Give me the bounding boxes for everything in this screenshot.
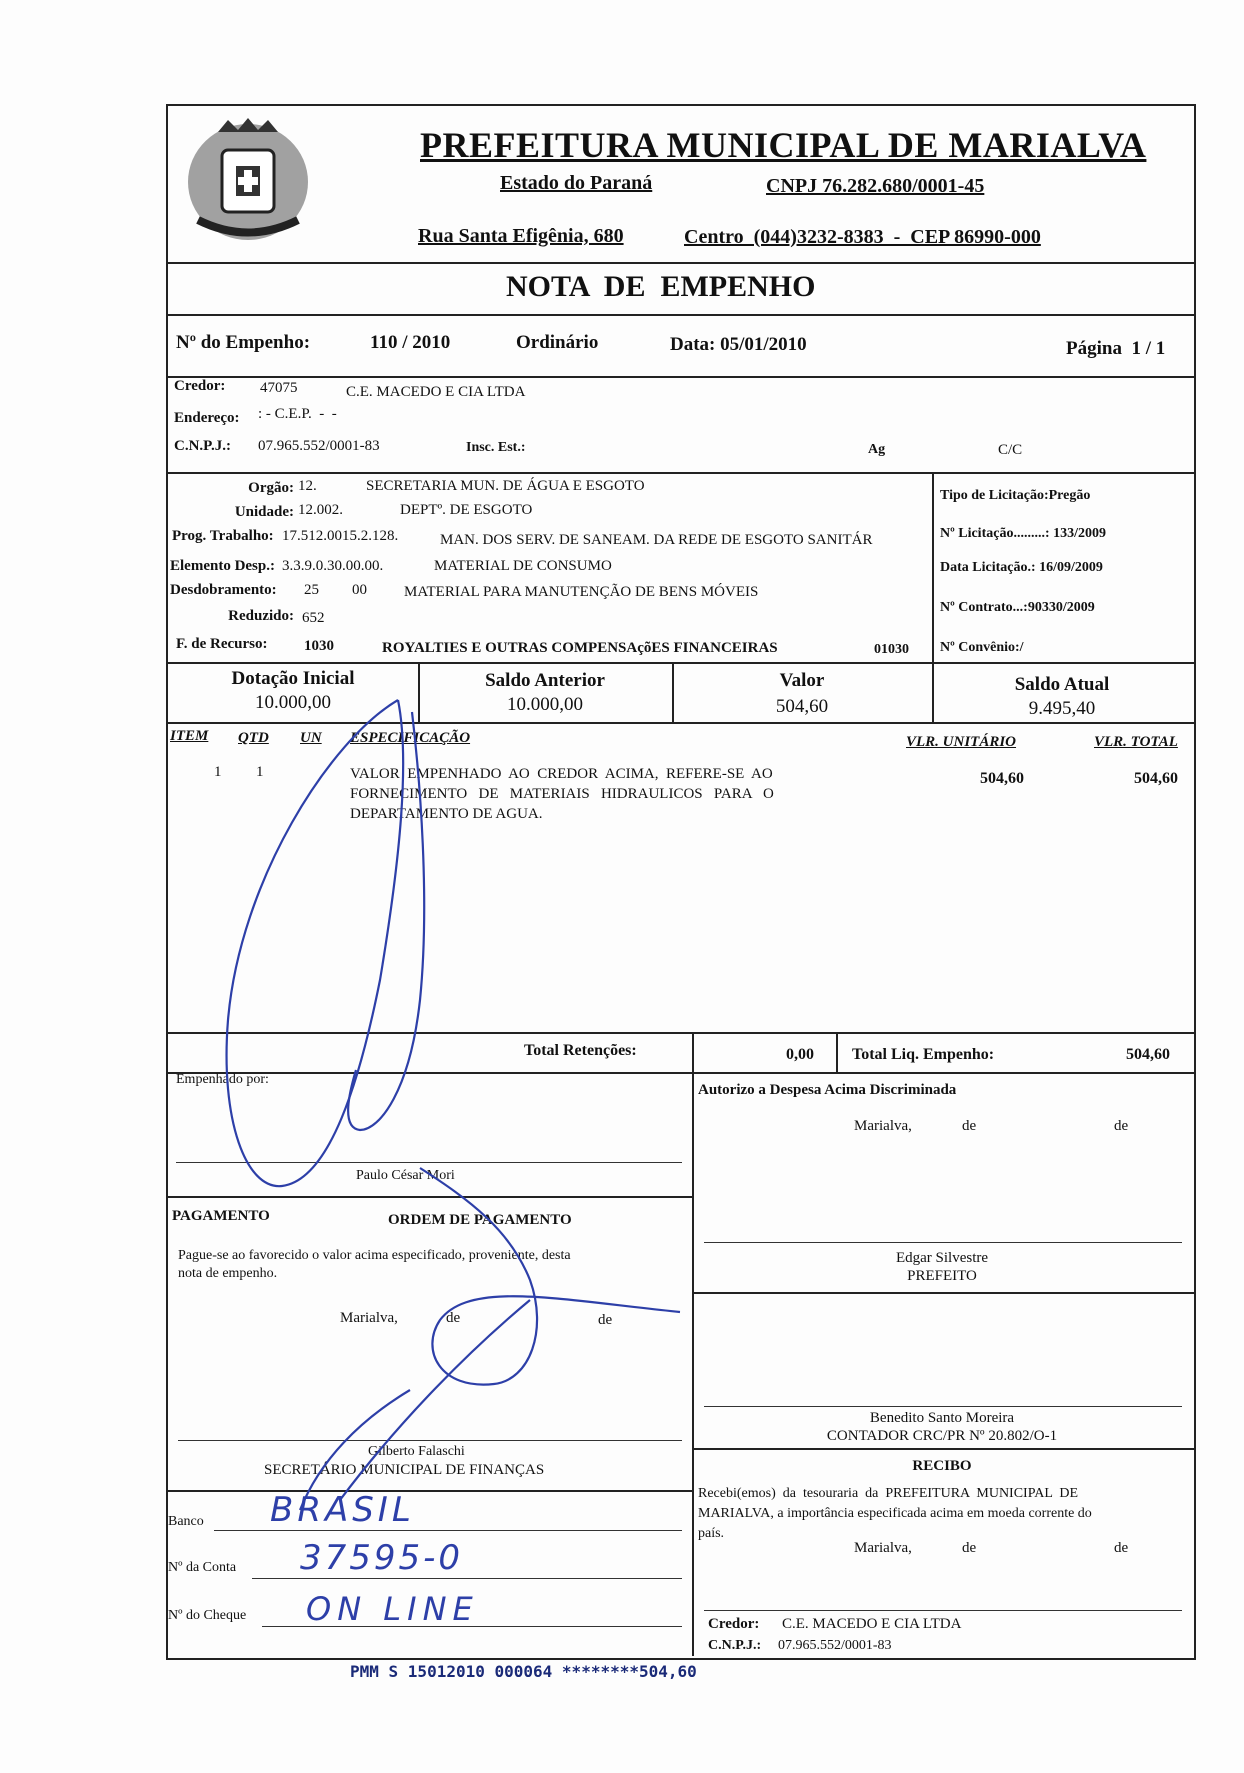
cnpj-value: 07.965.552/0001-83: [258, 438, 380, 454]
header-title: PREFEITURA MUNICIPAL DE MARIALVA: [420, 125, 1147, 165]
recibo-de2: de: [1114, 1540, 1129, 1556]
header-contact: Centro (044)3232-8383 - CEP 86990-000: [684, 226, 1041, 248]
orgao-desc: SECRETARIA MUN. DE ÁGUA E ESGOTO: [366, 478, 645, 494]
prog-label: Prog. Trabalho:: [172, 528, 274, 544]
licitacao-convenio: Nº Convênio:/: [940, 640, 1024, 655]
licitacao-contrato: Nº Contrato...:90330/2009: [940, 600, 1095, 615]
conta-label: Nº da Conta: [168, 1560, 237, 1575]
pagamento-label: PAGAMENTO: [172, 1208, 270, 1224]
recibo-marialva: Marialva,: [854, 1540, 912, 1556]
prog-desc: MAN. DOS SERV. DE SANEAM. DA REDE DE ESGOTO SANITÁR: [440, 532, 873, 548]
dotacao-inicial-label: Dotação Inicial: [231, 668, 355, 689]
ordem-pagamento-label: ORDEM DE PAGAMENTO: [388, 1212, 572, 1228]
banco-handwritten: BRASIL: [270, 1490, 415, 1530]
header-cnpj: CNPJ 76.282.680/0001-45: [766, 175, 985, 197]
empenho-number: 110 / 2010: [370, 332, 451, 353]
desd-desc: MATERIAL PARA MANUTENÇÃO DE BENS MÓVEIS: [404, 584, 759, 600]
unidade-desc: DEPTº. DE ESGOTO: [400, 502, 533, 518]
pagamento-de1: de: [446, 1310, 461, 1326]
recibo-cnpj-value: 07.965.552/0001-83: [778, 1638, 892, 1653]
valor-label: Valor: [779, 670, 825, 691]
recurso-label: F. de Recurso:: [176, 636, 268, 652]
secretario-title: SECRETÁRIO MUNICIPAL DE FINANÇAS: [264, 1462, 545, 1478]
saldo-anterior-value: 10.000,00: [507, 694, 583, 715]
recurso-code: 1030: [304, 638, 334, 654]
recibo-credor-label: Credor:: [708, 1616, 760, 1632]
signer1-name: Paulo César Mori: [356, 1168, 455, 1183]
banco-label: Banco: [168, 1514, 204, 1529]
credor-name: C.E. MACEDO E CIA LTDA: [346, 384, 526, 400]
empenhado-por-label: Empenhado por:: [176, 1072, 269, 1087]
pague-text-2: nota de empenho.: [178, 1266, 278, 1281]
credor-label: Credor:: [174, 378, 226, 394]
header-address: Rua Santa Efigênia, 680: [418, 225, 624, 247]
item-desc-line3: DEPARTAMENTO DE AGUA.: [350, 806, 543, 822]
col-item: ITEM: [170, 728, 209, 744]
municipal-crest-logo: [178, 110, 318, 250]
total-liq-label: Total Liq. Empenho:: [852, 1046, 995, 1063]
secretario-name: Gilberto Falaschi: [368, 1444, 465, 1459]
recibo-text-2: MARIALVA, a importância especificada acima em moeda corrente do: [698, 1506, 1092, 1521]
item-desc-line1: VALOR EMPENHADO AO CREDOR ACIMA, REFERE-SE AO: [350, 766, 773, 782]
licitacao-data: Data Licitação.: 16/09/2009: [940, 560, 1103, 575]
col-vlr-unit: VLR. UNITÁRIO: [906, 734, 1017, 750]
header-state: Estado do Paraná: [500, 172, 653, 194]
saldo-anterior-label: Saldo Anterior: [485, 670, 605, 691]
contador-title: CONTADOR CRC/PR Nº 20.802/O-1: [826, 1428, 1058, 1444]
saldo-atual-value: 9.495,40: [1028, 698, 1096, 719]
elem-desc: MATERIAL DE CONSUMO: [434, 558, 612, 574]
reduzido-label: Reduzido:: [228, 608, 294, 624]
empenho-type: Ordinário: [516, 332, 599, 353]
desd-sub: 00: [352, 582, 367, 598]
pague-text-1: Pague-se ao favorecido o valor acima especificado, proveniente, desta: [178, 1248, 571, 1263]
pagamento-de2: de: [598, 1312, 613, 1328]
desd-code: 25: [304, 582, 319, 598]
col-qtd: QTD: [238, 730, 269, 746]
item-unit-value: 504,60: [980, 770, 1024, 787]
orgao-label: Orgão:: [248, 480, 294, 496]
cc-label: C/C: [998, 442, 1023, 458]
contador-name: Benedito Santo Moreira: [869, 1410, 1015, 1426]
pagamento-marialva: Marialva,: [340, 1310, 398, 1326]
item-total-value: 504,60: [1134, 770, 1178, 787]
item-number: 1: [214, 764, 222, 780]
recibo-credor-name: C.E. MACEDO E CIA LTDA: [782, 1616, 962, 1632]
prefeito-title: PREFEITO: [907, 1268, 977, 1284]
autorizo-marialva: Marialva,: [854, 1118, 912, 1134]
recibo-de1: de: [962, 1540, 977, 1556]
ag-label: Ag: [868, 442, 886, 457]
licitacao-tipo: Tipo de Licitação:Pregão: [940, 488, 1091, 503]
elem-label: Elemento Desp.:: [170, 558, 275, 574]
page-number: Página 1 / 1: [1066, 338, 1166, 359]
recurso-desc: ROYALTIES E OUTRAS COMPENSAçõES FINANCEIRAS: [382, 640, 778, 656]
cheque-label: Nº do Cheque: [168, 1608, 247, 1623]
col-vlr-total: VLR. TOTAL: [1094, 734, 1178, 750]
elem-code: 3.3.9.0.30.00.00.: [282, 558, 384, 574]
footer-stamp: PMM S 15012010 000064 ********504,60: [350, 1662, 697, 1681]
prefeito-name: Edgar Silvestre: [895, 1250, 989, 1266]
desd-label: Desdobramento:: [170, 582, 277, 598]
autorizo-de2: de: [1114, 1118, 1129, 1134]
item-qtd: 1: [256, 764, 264, 780]
conta-handwritten: 37595-0: [300, 1538, 464, 1578]
recibo-text-1: Recebi(emos) da tesouraria da PREFEITURA MUNICIPAL DE: [698, 1486, 1079, 1501]
total-retencoes-label: Total Retenções:: [524, 1042, 637, 1059]
item-desc-line2: FORNECIMENTO DE MATERIAIS HIDRAULICOS PARA O: [350, 786, 774, 802]
autorizo-label: Autorizo a Despesa Acima Discriminada: [698, 1082, 957, 1098]
orgao-code: 12.: [298, 478, 317, 494]
endereco-value: : - C.E.P. - -: [258, 406, 337, 422]
licitacao-num: Nº Licitação.........: 133/2009: [940, 526, 1106, 541]
empenho-number-label: Nº do Empenho:: [176, 332, 311, 353]
cnpj-label: C.N.P.J.:: [174, 438, 231, 454]
valor-value: 504,60: [775, 696, 829, 717]
recibo-cnpj-label: C.N.P.J.:: [708, 1638, 762, 1653]
unidade-label: Unidade:: [234, 504, 294, 520]
reduzido-value: 652: [302, 610, 325, 626]
saldo-atual-label: Saldo Atual: [1014, 674, 1110, 695]
empenho-date: Data: 05/01/2010: [670, 334, 807, 355]
col-un: UN: [300, 730, 322, 746]
prog-code: 17.512.0015.2.128.: [282, 528, 399, 544]
autorizo-de1: de: [962, 1118, 977, 1134]
doc-title: NOTA DE EMPENHO: [506, 270, 816, 303]
recibo-title: RECIBO: [912, 1458, 972, 1474]
dotacao-inicial-value: 10.000,00: [255, 692, 331, 713]
unidade-code: 12.002.: [298, 502, 343, 518]
endereco-label: Endereço:: [174, 410, 240, 426]
credor-code: 47075: [260, 380, 298, 396]
total-retencoes-value: 0,00: [786, 1046, 814, 1063]
insc-est-label: Insc. Est.:: [466, 440, 526, 455]
total-liq-value: 504,60: [1126, 1046, 1170, 1063]
col-espec: ESPECIFICAÇÃO: [350, 730, 471, 746]
cheque-handwritten: ON LINE: [306, 1590, 479, 1628]
recibo-text-3: país.: [698, 1526, 725, 1541]
recurso-code2: 01030: [874, 642, 909, 657]
